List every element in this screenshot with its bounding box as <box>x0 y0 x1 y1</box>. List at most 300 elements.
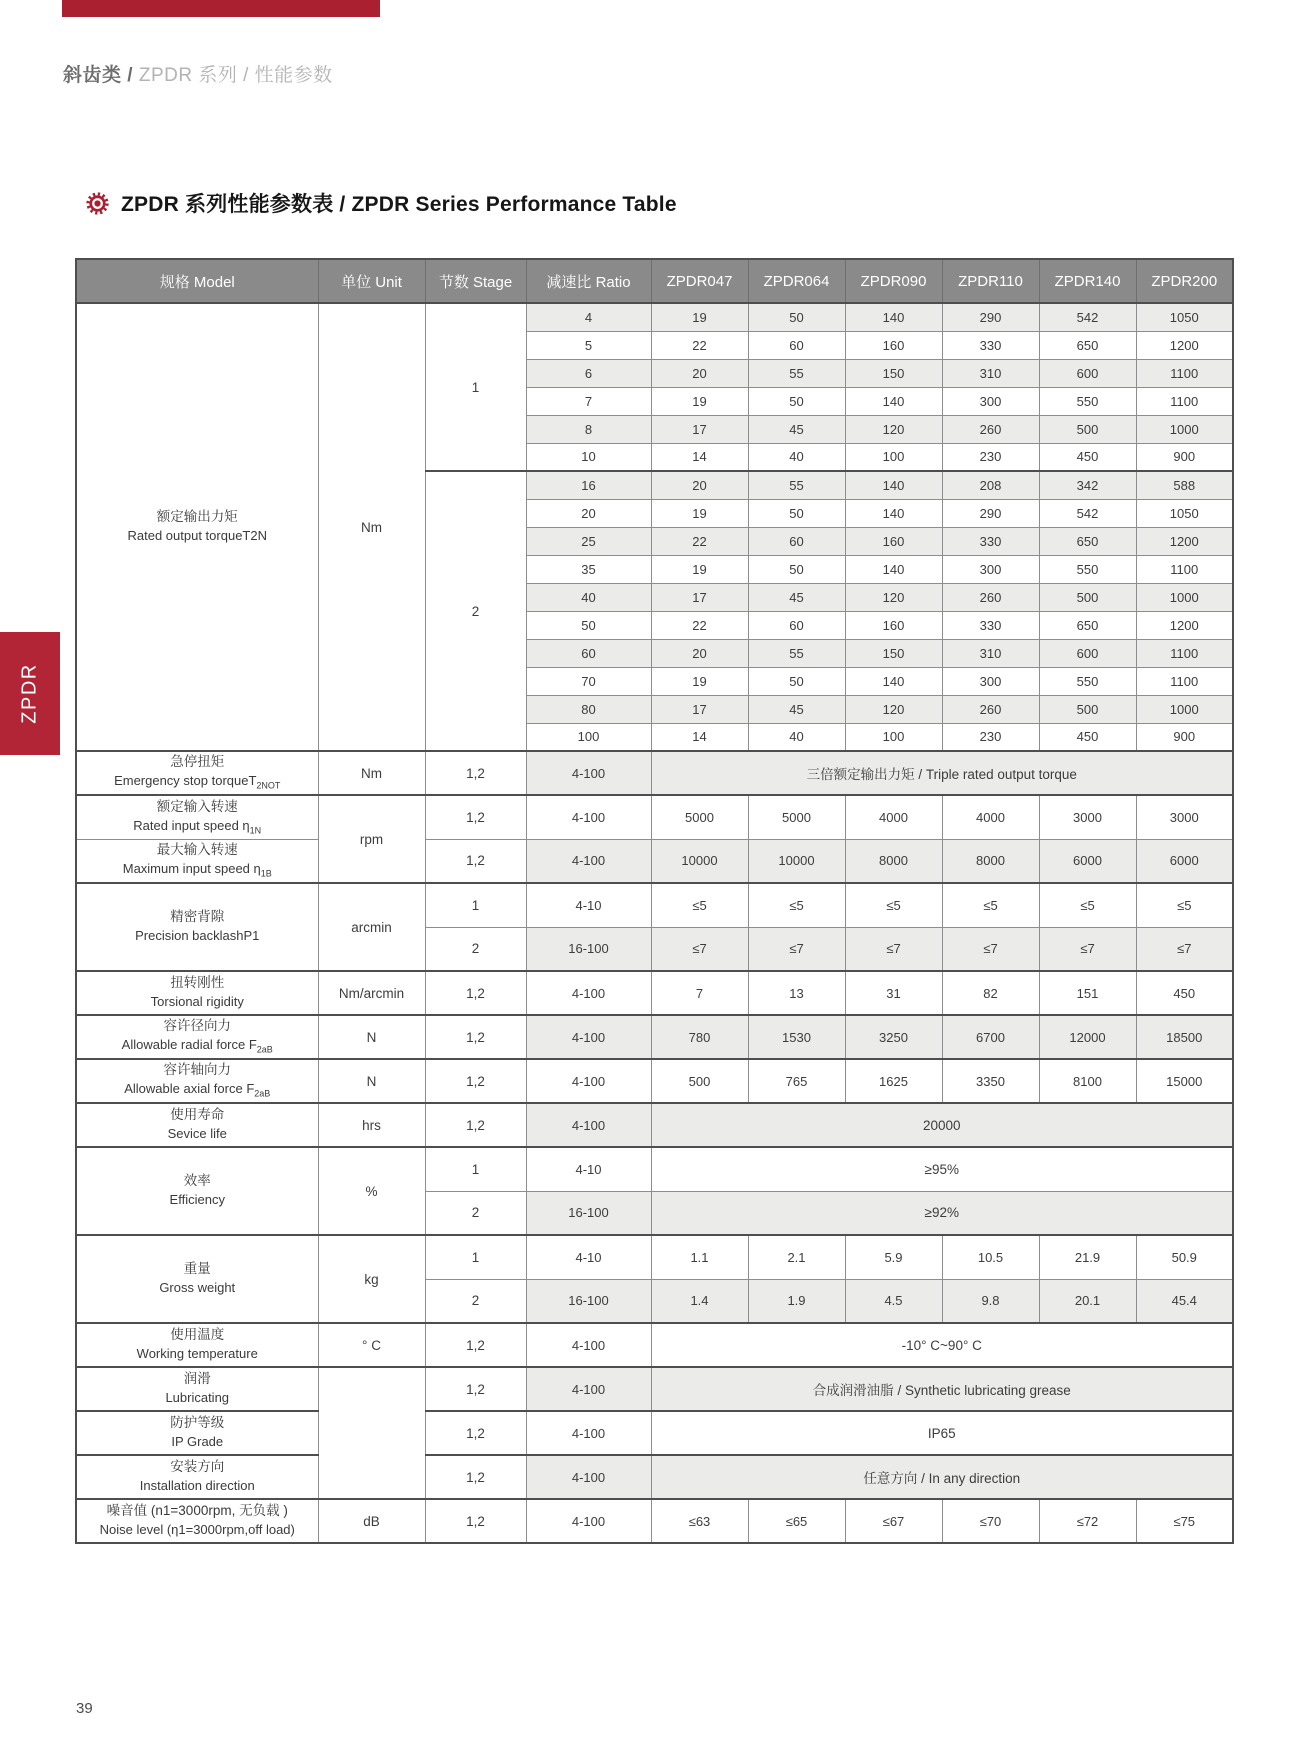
row-label-zh: 精密背隙 <box>170 909 225 925</box>
row-label-zh: 急停扭矩 <box>170 754 225 770</box>
value-cell: 60 <box>748 331 845 359</box>
value-cell: ≤5 <box>1136 883 1233 927</box>
ratio-cell: 4-10 <box>526 883 651 927</box>
value-cell: 19 <box>651 667 748 695</box>
ratio-cell: 80 <box>526 695 651 723</box>
row-label-zh: 最大输入转速 <box>156 842 238 858</box>
table-row-working-temperature <box>76 1323 1233 1367</box>
value-cell: ≤67 <box>845 1499 942 1543</box>
value-cell: 1100 <box>1136 639 1233 667</box>
stage-cell: 1,2 <box>425 1103 526 1147</box>
value-cell: 500 <box>1039 583 1136 611</box>
table-row-lubricating <box>76 1367 1233 1411</box>
value-cell: 1625 <box>845 1059 942 1103</box>
value-cell: 9.8 <box>942 1279 1039 1323</box>
merged-value-cell: ≥95% <box>651 1147 1233 1191</box>
value-cell: 5000 <box>651 795 748 839</box>
value-cell: 20 <box>651 471 748 499</box>
ratio-cell: 6 <box>526 359 651 387</box>
row-label-zh: 使用温度 <box>170 1327 225 1343</box>
ratio-cell: 4-100 <box>526 1323 651 1367</box>
ratio-cell: 4-100 <box>526 795 651 839</box>
row-label-en: Allowable axial force $F_{2aB}$ <box>124 1081 271 1099</box>
table-row-precision-backlash-stage1 <box>76 883 1233 927</box>
unit-cell: kg <box>318 1235 425 1323</box>
value-cell: 600 <box>1039 639 1136 667</box>
row-label-en: Lubricating <box>165 1390 230 1406</box>
row-label-en: IP Grade <box>171 1434 224 1450</box>
ratio-cell: 25 <box>526 527 651 555</box>
value-cell: 450 <box>1136 971 1233 1015</box>
value-cell: 310 <box>942 359 1039 387</box>
value-cell: ≤7 <box>942 927 1039 971</box>
stage-cell: 1,2 <box>425 1499 526 1543</box>
value-cell: 14 <box>651 443 748 471</box>
value-cell: 20.1 <box>1039 1279 1136 1323</box>
value-cell: 1.1 <box>651 1235 748 1279</box>
ratio-cell: 4-100 <box>526 971 651 1015</box>
value-cell: 17 <box>651 415 748 443</box>
unit-cell: N <box>318 1015 425 1059</box>
value-cell: 14 <box>651 723 748 751</box>
value-cell: 19 <box>651 303 748 331</box>
ratio-cell: 16-100 <box>526 927 651 971</box>
ratio-cell: 16 <box>526 471 651 499</box>
row-label-zh: 容许轴向力 <box>163 1062 231 1078</box>
value-cell: 140 <box>845 667 942 695</box>
value-cell: ≤7 <box>1039 927 1136 971</box>
row-label-en: Precision backlashP1 <box>135 928 260 944</box>
stage-cell: 1,2 <box>425 1411 526 1455</box>
row-label-en: Maximum input speed $\eta_{1B}$ <box>122 861 272 879</box>
value-cell: 300 <box>942 387 1039 415</box>
stage-cell: 1,2 <box>425 1367 526 1411</box>
value-cell: 140 <box>845 555 942 583</box>
row-label-zh: 效率 <box>183 1173 211 1189</box>
value-cell: ≤7 <box>748 927 845 971</box>
column-header-zpdr047: ZPDR047 <box>651 259 748 303</box>
value-cell: ≤5 <box>845 883 942 927</box>
value-cell: 290 <box>942 303 1039 331</box>
value-cell: 60 <box>748 527 845 555</box>
value-cell: 300 <box>942 555 1039 583</box>
row-label <box>76 1411 318 1455</box>
value-cell: 230 <box>942 723 1039 751</box>
ratio-cell: 4-100 <box>526 1455 651 1499</box>
value-cell: 40 <box>748 443 845 471</box>
value-cell: 10000 <box>651 839 748 883</box>
ratio-cell: 10 <box>526 443 651 471</box>
merged-value-cell: 合成润滑油脂 / Synthetic lubricating grease <box>651 1367 1233 1411</box>
row-label-en: Noise level (η1=3000rpm,off load) <box>99 1522 295 1538</box>
value-cell: 120 <box>845 583 942 611</box>
value-cell: 5000 <box>748 795 845 839</box>
row-label-en: Torsional rigidity <box>150 994 244 1010</box>
row-label <box>76 1235 318 1323</box>
value-cell: 60 <box>748 611 845 639</box>
value-cell: 330 <box>942 527 1039 555</box>
row-label-en: Emergency stop torqueT$_{2NOT}$ <box>114 773 281 791</box>
value-cell: 260 <box>942 415 1039 443</box>
stage-cell: 1,2 <box>425 839 526 883</box>
unit-cell: Nm <box>318 751 425 795</box>
row-label <box>76 1147 318 1235</box>
value-cell: 10000 <box>748 839 845 883</box>
column-header-zpdr200: ZPDR200 <box>1136 259 1233 303</box>
value-cell: ≤5 <box>651 883 748 927</box>
column-header-zpdr140: ZPDR140 <box>1039 259 1136 303</box>
value-cell: 31 <box>845 971 942 1015</box>
stage-cell: 1,2 <box>425 1455 526 1499</box>
row-label-en: Rated input speed $\eta_{1N}$ <box>133 817 262 836</box>
value-cell: 1.9 <box>748 1279 845 1323</box>
table-row-ip-grade <box>76 1411 1233 1455</box>
row-label <box>76 1455 318 1499</box>
row-label-zh: 扭转刚性 <box>170 975 225 991</box>
row-label <box>76 1367 318 1411</box>
value-cell: 140 <box>845 303 942 331</box>
value-cell: 500 <box>651 1059 748 1103</box>
stage-cell: 1,2 <box>425 751 526 795</box>
merged-value-cell: 任意方向 / In any direction <box>651 1455 1233 1499</box>
unit-cell: % <box>318 1147 425 1235</box>
value-cell: 1100 <box>1136 387 1233 415</box>
value-cell: 1.4 <box>651 1279 748 1323</box>
ratio-cell: 4-100 <box>526 1367 651 1411</box>
value-cell: 45 <box>748 695 845 723</box>
ratio-cell: 40 <box>526 583 651 611</box>
value-cell: 230 <box>942 443 1039 471</box>
top-red-bar <box>62 0 380 17</box>
value-cell: 542 <box>1039 499 1136 527</box>
value-cell: 4000 <box>845 795 942 839</box>
stage-cell: 1 <box>425 303 526 471</box>
value-cell: 1050 <box>1136 303 1233 331</box>
value-cell: 15000 <box>1136 1059 1233 1103</box>
row-label <box>76 971 318 1015</box>
value-cell: 1000 <box>1136 415 1233 443</box>
header-row <box>76 259 1233 303</box>
merged-value-cell: -10° C~90° C <box>651 1323 1233 1367</box>
row-label-en: Installation direction <box>139 1478 255 1494</box>
value-cell: 1050 <box>1136 499 1233 527</box>
performance-table <box>75 258 1234 1544</box>
stage-cell: 1,2 <box>425 1015 526 1059</box>
stage-cell: 2 <box>425 927 526 971</box>
value-cell: 3000 <box>1039 795 1136 839</box>
row-label-zh: 安装方向 <box>170 1459 225 1475</box>
stage-cell: 1,2 <box>425 1059 526 1103</box>
value-cell: 12000 <box>1039 1015 1136 1059</box>
gear-icon <box>84 190 111 217</box>
ratio-cell: 4-100 <box>526 1059 651 1103</box>
value-cell: 3000 <box>1136 795 1233 839</box>
table-row-torsional-rigidity <box>76 971 1233 1015</box>
value-cell: 450 <box>1039 443 1136 471</box>
page-title: ZPDR 系列性能参数表 / ZPDR Series Performance Table <box>121 193 677 216</box>
value-cell: 82 <box>942 971 1039 1015</box>
value-cell: 50 <box>748 499 845 527</box>
row-label-en: Sevice life <box>167 1126 227 1142</box>
value-cell: ≤65 <box>748 1499 845 1543</box>
table-row-maximum-input-speed <box>76 839 1233 883</box>
value-cell: 310 <box>942 639 1039 667</box>
stage-cell: 1,2 <box>425 1323 526 1367</box>
value-cell: 650 <box>1039 611 1136 639</box>
row-label <box>76 883 318 971</box>
row-label-zh: 噪音值 (n1=3000rpm, 无负载 ) <box>106 1503 288 1519</box>
value-cell: 1200 <box>1136 331 1233 359</box>
value-cell: 2.1 <box>748 1235 845 1279</box>
value-cell: ≤5 <box>748 883 845 927</box>
value-cell: 600 <box>1039 359 1136 387</box>
stage-cell: 1,2 <box>425 971 526 1015</box>
value-cell: 4000 <box>942 795 1039 839</box>
row-label-zh: 防护等级 <box>170 1415 225 1431</box>
row-label <box>76 795 318 839</box>
value-cell: ≤63 <box>651 1499 748 1543</box>
value-cell: 650 <box>1039 331 1136 359</box>
value-cell: 19 <box>651 387 748 415</box>
value-cell: 160 <box>845 611 942 639</box>
value-cell: 6700 <box>942 1015 1039 1059</box>
value-cell: 45.4 <box>1136 1279 1233 1323</box>
value-cell: 260 <box>942 583 1039 611</box>
ratio-cell: 4-100 <box>526 1103 651 1147</box>
value-cell: 290 <box>942 499 1039 527</box>
row-label-en: Efficiency <box>169 1192 225 1208</box>
value-cell: 208 <box>942 471 1039 499</box>
row-label-zh: 使用寿命 <box>170 1107 225 1123</box>
value-cell: 7 <box>651 971 748 1015</box>
value-cell: 50 <box>748 667 845 695</box>
breadcrumb-category: 斜齿类 / <box>63 65 134 86</box>
table-row-efficiency-stage1 <box>76 1147 1233 1191</box>
unit-cell: dB <box>318 1499 425 1543</box>
value-cell: 19 <box>651 499 748 527</box>
value-cell: 100 <box>845 443 942 471</box>
value-cell: 550 <box>1039 667 1136 695</box>
value-cell: 140 <box>845 387 942 415</box>
value-cell: ≤5 <box>1039 883 1136 927</box>
value-cell: 17 <box>651 583 748 611</box>
value-cell: 765 <box>748 1059 845 1103</box>
value-cell: 55 <box>748 639 845 667</box>
value-cell: 900 <box>1136 723 1233 751</box>
row-label-zh: 重量 <box>183 1261 211 1277</box>
value-cell: 260 <box>942 695 1039 723</box>
table-row-installation-direction <box>76 1455 1233 1499</box>
stage-cell: 1,2 <box>425 795 526 839</box>
value-cell: 4.5 <box>845 1279 942 1323</box>
row-label <box>76 1015 318 1059</box>
column-header-zpdr110: ZPDR110 <box>942 259 1039 303</box>
row-label-zh: 容许径向力 <box>163 1018 231 1034</box>
value-cell: 780 <box>651 1015 748 1059</box>
value-cell: ≤7 <box>845 927 942 971</box>
row-label-en: Allowable radial force $F_{2aB}$ <box>121 1037 273 1055</box>
ratio-cell: 4-100 <box>526 751 651 795</box>
series-side-tab-label: ZPDR <box>18 663 41 724</box>
value-cell: 342 <box>1039 471 1136 499</box>
page-number: 39 <box>76 1700 93 1717</box>
value-cell: 8000 <box>942 839 1039 883</box>
column-header-unit: 单位 Unit <box>318 259 425 303</box>
value-cell: 45 <box>748 415 845 443</box>
ratio-cell: 4-100 <box>526 1499 651 1543</box>
column-header-ratio: 减速比 Ratio <box>526 259 651 303</box>
value-cell: 1200 <box>1136 611 1233 639</box>
value-cell: 3250 <box>845 1015 942 1059</box>
value-cell: 650 <box>1039 527 1136 555</box>
series-side-tab <box>0 632 60 755</box>
ratio-cell: 16-100 <box>526 1279 651 1323</box>
stage-cell: 1 <box>425 1147 526 1191</box>
column-header-model: 规格 Model <box>76 259 318 303</box>
value-cell: 150 <box>845 639 942 667</box>
value-cell: 50 <box>748 387 845 415</box>
stage-cell: 2 <box>425 1279 526 1323</box>
value-cell: 1100 <box>1136 359 1233 387</box>
value-cell: 50 <box>748 303 845 331</box>
value-cell: 550 <box>1039 387 1136 415</box>
rated-output-torque-section <box>76 303 1233 751</box>
value-cell: ≤72 <box>1039 1499 1136 1543</box>
torque-ratio-row <box>76 303 1233 331</box>
value-cell: 300 <box>942 667 1039 695</box>
table-row-gross-weight-stage1 <box>76 1235 1233 1279</box>
value-cell: 1000 <box>1136 583 1233 611</box>
stage-cell: 1 <box>425 883 526 927</box>
ratio-cell: 4 <box>526 303 651 331</box>
stage-cell: 2 <box>425 1191 526 1235</box>
value-cell: 50.9 <box>1136 1235 1233 1279</box>
value-cell: 20 <box>651 639 748 667</box>
ratio-cell: 20 <box>526 499 651 527</box>
value-cell: ≤5 <box>942 883 1039 927</box>
value-cell: ≤7 <box>1136 927 1233 971</box>
value-cell: 550 <box>1039 555 1136 583</box>
value-cell: 1000 <box>1136 695 1233 723</box>
value-cell: 100 <box>845 723 942 751</box>
stage-cell: 1 <box>425 1235 526 1279</box>
value-cell: 900 <box>1136 443 1233 471</box>
row-label-rated-output-torque <box>76 303 318 751</box>
value-cell: 330 <box>942 331 1039 359</box>
value-cell: 140 <box>845 471 942 499</box>
value-cell: 8100 <box>1039 1059 1136 1103</box>
ratio-cell: 70 <box>526 667 651 695</box>
value-cell: 450 <box>1039 723 1136 751</box>
value-cell: 120 <box>845 695 942 723</box>
table-row-allowable-axial-force <box>76 1059 1233 1103</box>
value-cell: 5.9 <box>845 1235 942 1279</box>
row-label-en: Rated output torqueT2N <box>127 528 267 544</box>
row-label-zh: 额定输出力矩 <box>156 509 238 525</box>
value-cell: 19 <box>651 555 748 583</box>
breadcrumb <box>63 60 333 87</box>
ratio-cell: 4-10 <box>526 1147 651 1191</box>
value-cell: 500 <box>1039 415 1136 443</box>
merged-value-cell: IP65 <box>651 1411 1233 1455</box>
merged-value-cell: 三倍额定输出力矩 / Triple rated output torque <box>651 751 1233 795</box>
row-label <box>76 1323 318 1367</box>
value-cell: 6000 <box>1136 839 1233 883</box>
ratio-cell: 35 <box>526 555 651 583</box>
table-row-service-life <box>76 1103 1233 1147</box>
value-cell: 140 <box>845 499 942 527</box>
value-cell: 21.9 <box>1039 1235 1136 1279</box>
value-cell: 500 <box>1039 695 1136 723</box>
row-label <box>76 1499 318 1543</box>
value-cell: ≤70 <box>942 1499 1039 1543</box>
value-cell: 151 <box>1039 971 1136 1015</box>
value-cell: 8000 <box>845 839 942 883</box>
ratio-cell: 5 <box>526 331 651 359</box>
section-header <box>84 188 677 218</box>
value-cell: 1530 <box>748 1015 845 1059</box>
value-cell: 330 <box>942 611 1039 639</box>
value-cell: ≤7 <box>651 927 748 971</box>
unit-cell <box>318 1367 425 1499</box>
value-cell: 542 <box>1039 303 1136 331</box>
value-cell: 1100 <box>1136 667 1233 695</box>
ratio-cell: 4-100 <box>526 1411 651 1455</box>
value-cell: 6000 <box>1039 839 1136 883</box>
ratio-cell: 7 <box>526 387 651 415</box>
unit-cell: Nm/arcmin <box>318 971 425 1015</box>
row-label-zh: 额定输入转速 <box>156 798 238 814</box>
unit-cell: hrs <box>318 1103 425 1147</box>
value-cell: 1200 <box>1136 527 1233 555</box>
ratio-cell: 4-10 <box>526 1235 651 1279</box>
value-cell: 17 <box>651 695 748 723</box>
value-cell: 3350 <box>942 1059 1039 1103</box>
table-row-noise-level <box>76 1499 1233 1543</box>
value-cell: 160 <box>845 527 942 555</box>
column-header-zpdr090: ZPDR090 <box>845 259 942 303</box>
unit-cell: ° C <box>318 1323 425 1367</box>
row-label <box>76 751 318 795</box>
ratio-cell: 100 <box>526 723 651 751</box>
row-label <box>76 839 318 883</box>
breadcrumb-trail: ZPDR 系列 / 性能参数 <box>133 65 333 86</box>
value-cell: 20 <box>651 359 748 387</box>
spec-rows-section <box>76 751 1233 1543</box>
ratio-cell: 60 <box>526 639 651 667</box>
unit-cell: rpm <box>318 795 425 883</box>
value-cell: 45 <box>748 583 845 611</box>
column-header-zpdr064: ZPDR064 <box>748 259 845 303</box>
value-cell: 40 <box>748 723 845 751</box>
value-cell: 1100 <box>1136 555 1233 583</box>
unit-cell: N <box>318 1059 425 1103</box>
value-cell: 18500 <box>1136 1015 1233 1059</box>
value-cell: 10.5 <box>942 1235 1039 1279</box>
table-row-allowable-radial-force <box>76 1015 1233 1059</box>
value-cell: 22 <box>651 527 748 555</box>
row-label <box>76 1103 318 1147</box>
value-cell: 160 <box>845 331 942 359</box>
value-cell: ≤75 <box>1136 1499 1233 1543</box>
value-cell: 55 <box>748 359 845 387</box>
table-row-rated-input-speed <box>76 795 1233 839</box>
value-cell: 13 <box>748 971 845 1015</box>
ratio-cell: 8 <box>526 415 651 443</box>
stage-cell: 2 <box>425 471 526 751</box>
row-label-zh: 润滑 <box>183 1371 211 1387</box>
row-label <box>76 1059 318 1103</box>
